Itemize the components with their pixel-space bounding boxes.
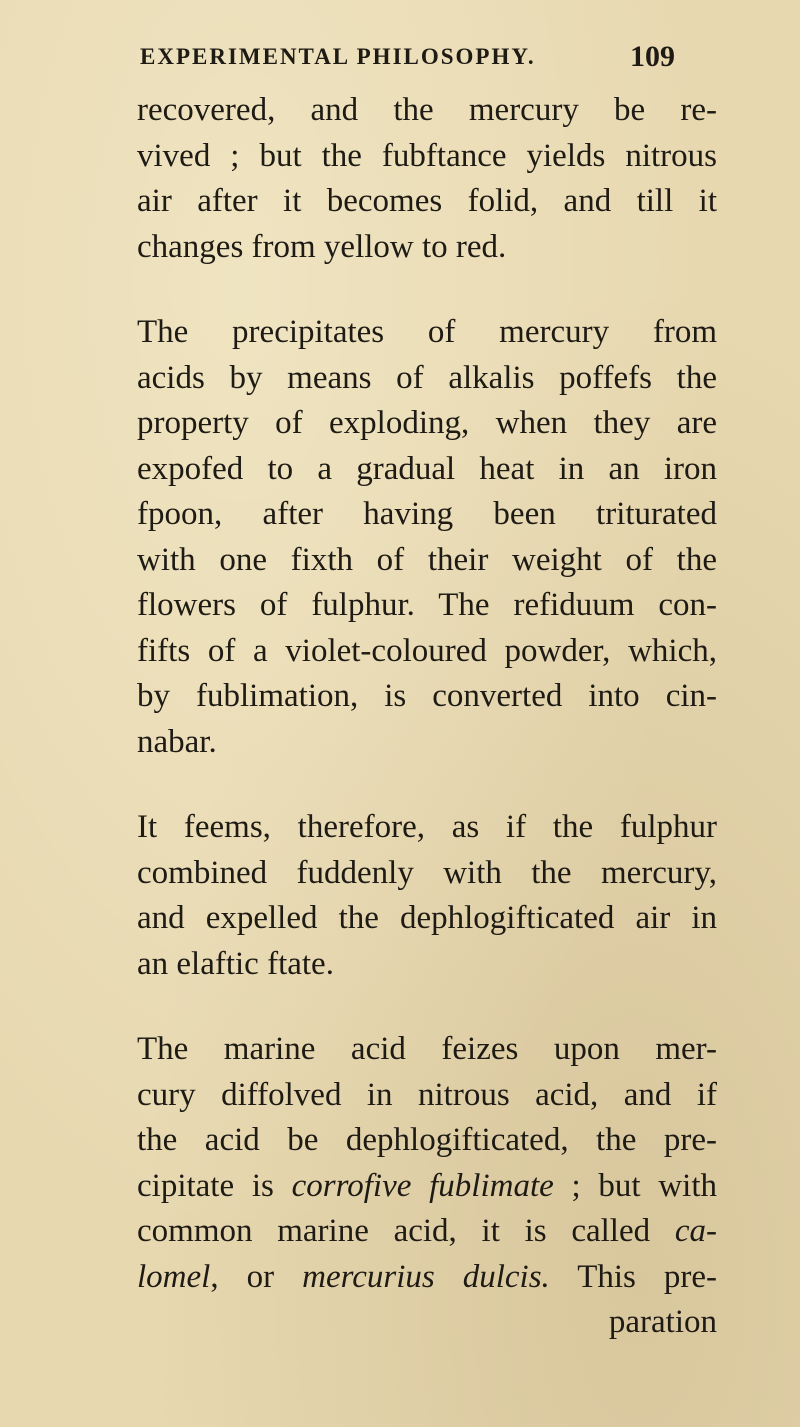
paragraph-gap bbox=[137, 270, 717, 310]
italic-term: lomel bbox=[137, 1258, 211, 1295]
line-fragment: common marine acid, it is called bbox=[137, 1213, 651, 1249]
paragraph bbox=[137, 1027, 717, 1346]
paragraph bbox=[137, 310, 717, 765]
text-line: an elaftic ftate. bbox=[137, 945, 334, 982]
italic-term: corrofive fublimate bbox=[291, 1167, 554, 1204]
text-line: the acid be dephlogifticated, the pre- bbox=[137, 1122, 717, 1158]
text-line: and expelled the dephlogifticated air in bbox=[137, 900, 717, 936]
text-line: The precipitates of mercury from bbox=[137, 314, 717, 350]
text-line: by fublimation, is converted into cin- bbox=[137, 678, 717, 714]
italic-term: ca- bbox=[674, 1213, 717, 1249]
body-text bbox=[137, 88, 717, 1346]
text-line bbox=[137, 1164, 717, 1210]
text-line: fpoon, after having been triturated bbox=[137, 496, 717, 532]
text-line: acids by means of alkalis poffefs the bbox=[137, 359, 717, 396]
text-line: with one fixth of their weight of the bbox=[137, 541, 717, 578]
italic-term: mercurius dulcis. bbox=[302, 1258, 550, 1295]
text-line: It feems, therefore, as if the fulphur bbox=[137, 809, 717, 845]
text-line: recovered, and the mercury be re- bbox=[137, 92, 717, 128]
text-line: expofed to a gradual heat in an iron bbox=[137, 450, 717, 487]
line-fragment: or bbox=[246, 1258, 275, 1295]
text-line: lomel, or mercurius dulcis. This pre- bbox=[137, 1258, 718, 1295]
paragraph-gap bbox=[137, 987, 717, 1027]
text-line: changes from yellow to red. bbox=[137, 228, 507, 265]
text-line: property of exploding, when they are bbox=[137, 405, 717, 441]
text-line bbox=[137, 1209, 717, 1255]
paragraph-gap bbox=[137, 765, 717, 805]
page-number: 109 bbox=[630, 40, 675, 73]
paragraph bbox=[137, 805, 717, 987]
text-line: nabar. bbox=[137, 723, 217, 760]
line-fragment: cipitate is bbox=[137, 1167, 274, 1204]
text-line: The marine acid feizes upon mer- bbox=[137, 1031, 717, 1067]
text-line: cury diffolved in nitrous acid, and if bbox=[137, 1076, 717, 1113]
text-line: combined fuddenly with the mercury, bbox=[137, 854, 717, 891]
paragraph bbox=[137, 88, 717, 270]
line-fragment: ; but with bbox=[571, 1167, 718, 1204]
text-line: fifts of a violet-coloured powder, which, bbox=[137, 632, 717, 669]
running-head bbox=[140, 40, 740, 84]
text-line: air after it becomes folid, and till it bbox=[137, 183, 717, 219]
line-fragment: This pre- bbox=[577, 1258, 718, 1295]
catchword: paration bbox=[608, 1304, 717, 1340]
running-title: EXPERIMENTAL PHILOSOPHY. bbox=[140, 44, 536, 69]
text-line: vived ; but the fubftance yields nitrous bbox=[137, 137, 717, 174]
text-line: flowers of fulphur. The refiduum con- bbox=[137, 587, 717, 623]
